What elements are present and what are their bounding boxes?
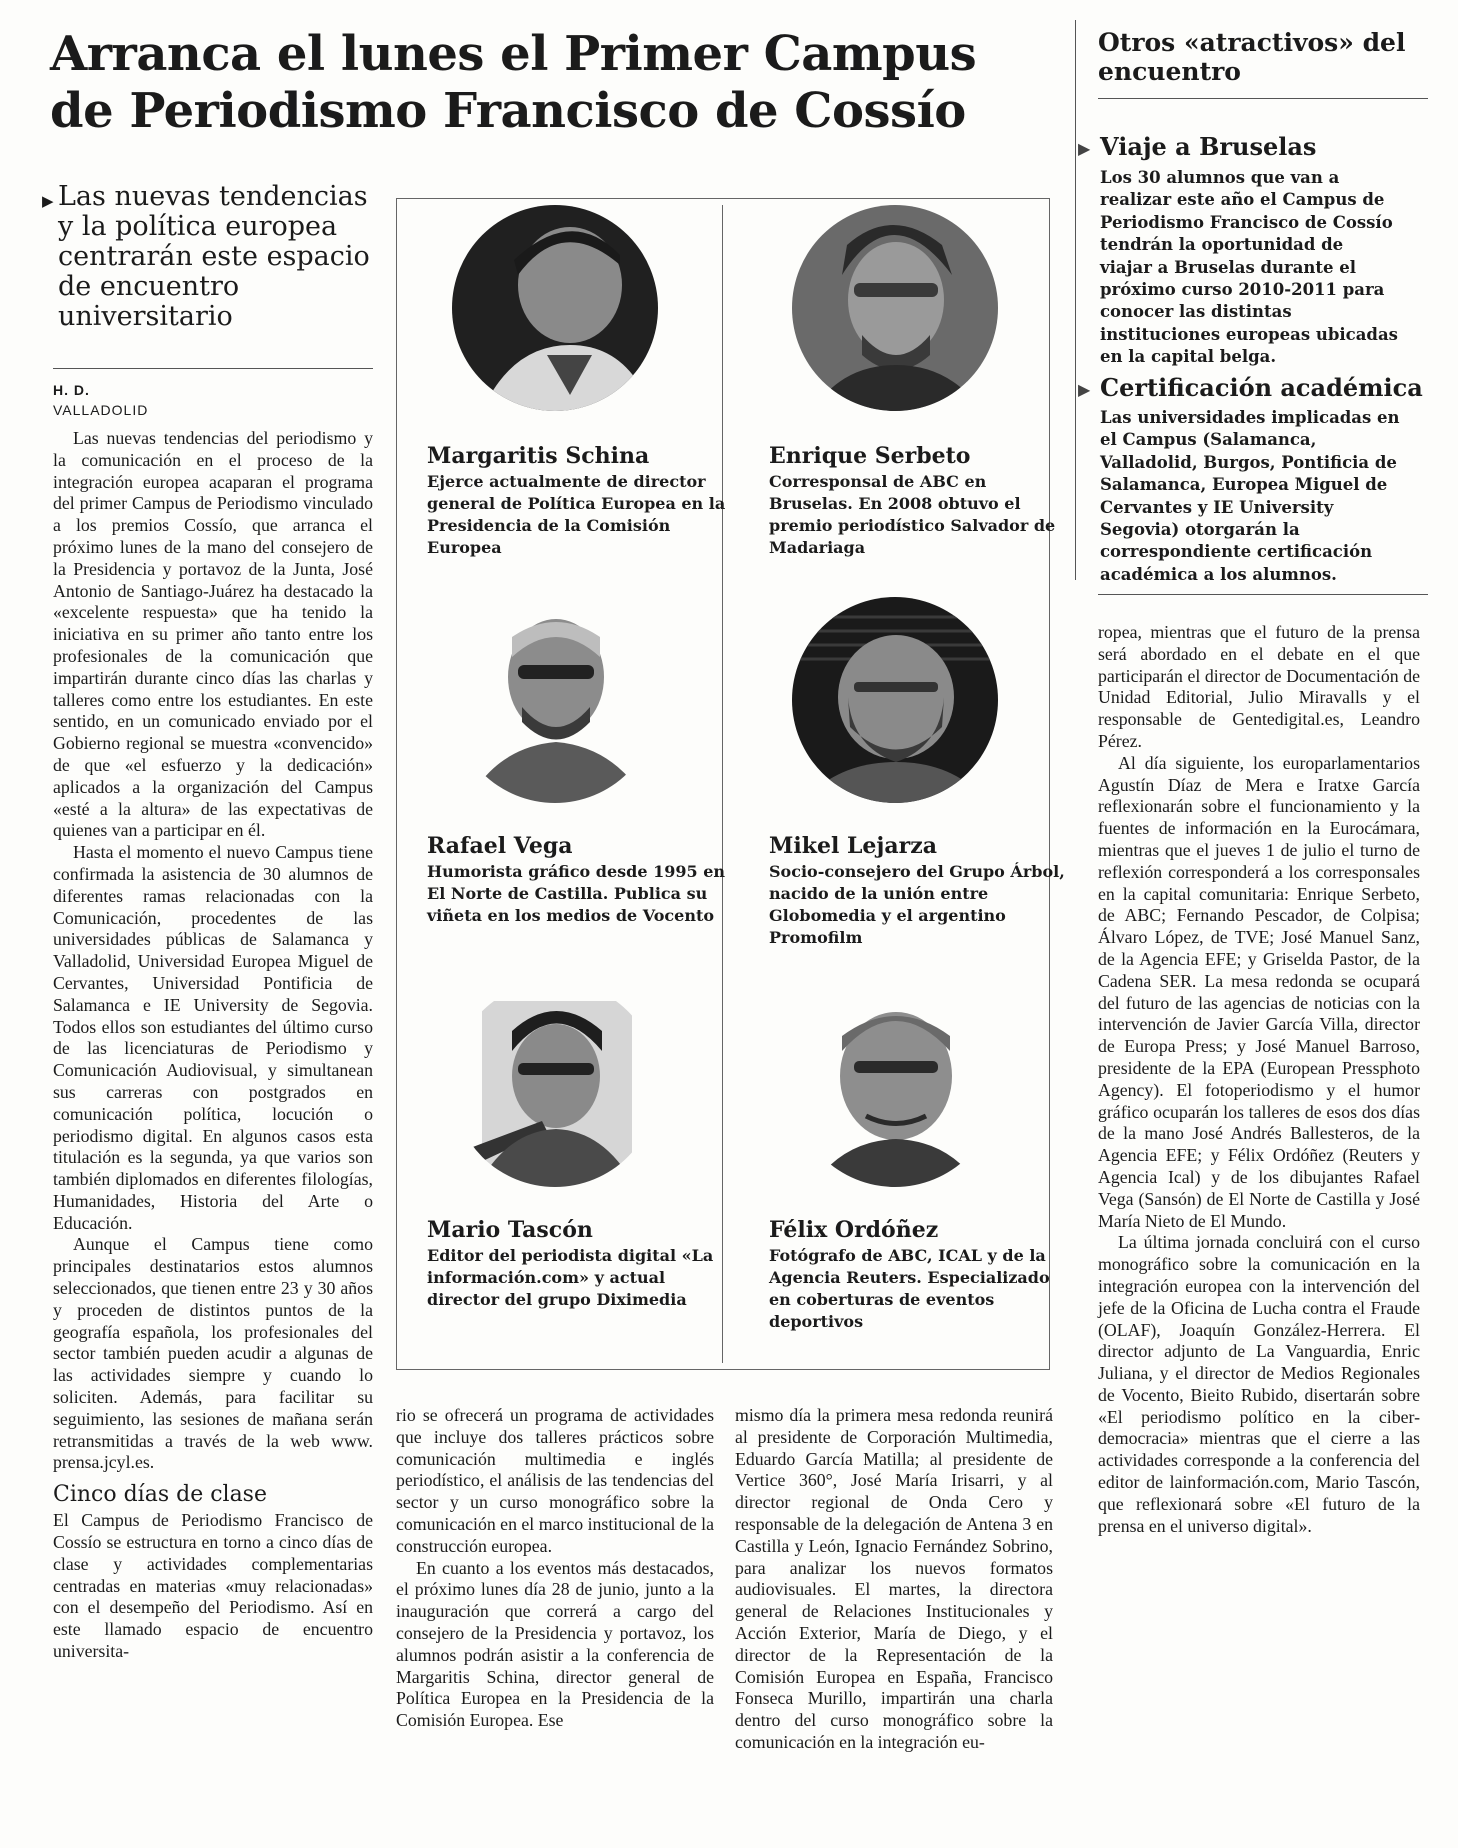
article-paragraph: Aunque el Campus tiene como principales destinatarios estos alumnos seleccionados, que tienen entre 23 y 30 años y proceden de distintos puntos de la geografía española, los profesionales del sector también pueden acudir a algunas de las actividades siempre y cuando lo soliciten. Además, para facilitar su seguimiento, las sesiones de mañana serán retransmitidas a través de la web www. prensa.jcyl.es. — [53, 1234, 373, 1473]
article-column-3 — [735, 1405, 1053, 1754]
article-paragraph: mismo día la primera mesa redonda reunirá al presidente de Corporación Multimedia, Eduardo García Matilla; al presidente de Vertice 360°, José María Irisarri, y al director regional de Onda Cero y responsable de la delegación de Antena 3 en Castilla y León, Ignacio Fernández Sobrino, para analizar los nuevos formatos audiovisuales. El martes, la directora general de Relaciones Institucionales y Acción Exterior, María de Diego, y el director de la Representación de la Comisión Europea en España, Francisco Fonseca Murillo, impartirán una charla dentro del curso monográfico sobre la comunicación en la integración eu- — [735, 1405, 1053, 1752]
sidebar-heading-text: Viaje a Bruselas — [1100, 132, 1317, 161]
sidebar-bottom-rule — [1098, 594, 1428, 595]
sidebar-title: Otros «atractivos» del encuentro — [1098, 28, 1406, 86]
article-paragraph: En cuanto a los eventos más destacados, el próximo lunes día 28 de junio, junto a la inauguración que correrá a cargo del consejero de la Presidencia y portavoz, los alumnos podrán asistir a la conferencia de Margaritis Schina, director general de Política Europea en la Presidencia de la Comisión Europea. Ese — [396, 1557, 714, 1731]
portrait-rafael-vega — [452, 597, 658, 803]
portrait-felix-ordonez — [792, 981, 998, 1187]
byline-divider — [53, 368, 373, 369]
portrait-photo — [452, 981, 658, 1187]
profile-name: Mikel Lejarza — [769, 833, 937, 859]
sidebar-divider — [1075, 20, 1076, 580]
profile-name: Rafael Vega — [427, 833, 573, 859]
section-subhead: Cinco días de clase — [53, 1482, 267, 1508]
portrait-photo — [792, 205, 998, 411]
portrait-photo — [792, 981, 998, 1187]
byline-author: H. D. — [53, 382, 90, 398]
headline — [50, 26, 1060, 140]
article-paragraph: Hasta el momento el nuevo Campus tiene confirmada la asistencia de 30 alumnos de diferentes ramas relacionadas con la Comunicación, procedentes de las universidades públicas de Salamanca y Valladolid, Universidad Europea Miguel de Cervantes, Universidad Pontificia de Salamanca e IE University de Segovia. Todos ellos son estudiantes del último curso de las licenciaturas de Periodismo y Comunicación Audiovisual, y simultanean sus carreras con postgrados en comunicación política, locución o periodismo digital. En algunos casos esta titulación es la segunda, ya que varios son también diplomados en diferentes filologías, Humanidades, Historia del Arte o Educación. — [53, 842, 373, 1233]
triangle-bullet-icon: ▶ — [1078, 380, 1091, 399]
portrait-mario-tascon — [452, 981, 658, 1187]
portrait-mikel-lejarza — [792, 597, 998, 803]
profile-description: Fotógrafo de ABC, ICAL y de la Agencia Reuters. Especializado en coberturas de eventos deportivos — [769, 1246, 1050, 1331]
profile-description: Ejerce actualmente de director general de Política Europea en la Presidencia de la Comisión Europea — [427, 472, 726, 557]
byline — [53, 380, 373, 420]
profile-name: Mario Tascón — [427, 1217, 593, 1243]
article-paragraph: La última jornada concluirá con el curso monográfico sobre la comunicación en la integración europea con la intervención del jefe de la Oficina de Lucha contra el Fraude (OLAF), Joaquín González-Herrera. El director adjunto de La Vanguardia, Enric Juliana, y el director de Medios Regionales de Vocento, Bieito Rubido, disertarán sobre «El periodismo político en la ciber-democracia» mientras que el cierre a las actividades corresponde a la conferencia del editor de lainformación.com, Mario Tascón, que reflexionará sobre «El futuro de la prensa en el universo digital». — [1098, 1232, 1420, 1536]
portrait-photo — [792, 597, 998, 803]
portrait-photo — [452, 597, 658, 803]
byline-location: VALLADOLID — [53, 402, 149, 418]
triangle-bullet-icon: ▶ — [1078, 139, 1091, 158]
profile-name: Margaritis Schina — [427, 443, 650, 469]
subhead-text: Las nuevas tendencias y la política europea centrarán este espacio de encuentro universitario — [58, 181, 370, 332]
sidebar-heading — [1078, 373, 1423, 402]
article-column-1 — [53, 428, 373, 1833]
profile-description: Editor del periodista digital «La información.com» y actual director del grupo Diximedia — [427, 1246, 714, 1309]
profile-name: Félix Ordóñez — [769, 1217, 939, 1243]
sidebar-text: Los 30 alumnos que van a realizar este año el Campus de Periodismo Francisco de Cossío tendrán la oportunidad de viajar a Bruselas durante el próximo curso 2010-2011 para conocer las distintas instituciones europeas ubicadas en la capital belga. — [1100, 168, 1398, 367]
triangle-bullet-icon: ▶ — [42, 192, 54, 210]
profiles-divider — [722, 205, 723, 1363]
portrait-enrique-serbeto — [792, 205, 998, 411]
article-paragraph: Al día siguiente, los europarlamentarios Agustín Díaz de Mera e Iratxe García reflexionarán sobre el funcionamiento y la fuentes de información en la Eurocámara, mientras que el jueves 1 de julio el turno de reflexión corresponderá a los corresponsales en la capital comunitaria: Enrique Serbeto, de ABC; Fernando Pescador, de Colpisa; Álvaro López, de TVE; José Manuel Sanz, de la Agencia EFE; y Griselda Pastor, de la Cadena SER. La mesa redonda se ocupará del futuro de las agencias de noticias con la intervención de Javier García Villa, director de Europa Press; y José Manuel Barroso, presidente de la EPA (European Pressphoto Agency). El fotoperiodismo y el humor gráfico ocuparán los talleres de esos dos días de la mano José Andrés Ballesteros, de la Agencia EFE; y Félix Ordóñez (Reuters y Agencia Ical) y de los dibujantes Rafael Vega (Sansón) de El Norte de Castilla y José María Nieto de El Mundo. — [1098, 752, 1420, 1231]
portrait-margaritis-schina — [452, 205, 658, 411]
article-paragraph: Las nuevas tendencias del periodismo y la comunicación en el proceso de la integración europea acaparan el programa del primer Campus de Periodismo vinculado a los premios Cossío, que arranca el próximo lunes de la mano del consejero de la Presidencia y portavoz de la Junta, José Antonio de Santiago-Juárez ha destacado la «excelente respuesta» que ha tenido la iniciativa en su primer año tanto entre los profesionales de la comunicación que impartirán durante cinco días las charlas y talleres como entre los estudiantes. En este sentido, en un comunicado enviado por el Gobierno regional se muestra «convencido» de que «el esfuerzo y la dedicación» aplicados a la organización del Campus «esté a la altura» de las expectativas de quienes van a participar en él. — [53, 428, 373, 841]
article-paragraph: El Campus de Periodismo Francisco de Cossío se estructura en torno a cinco días de clase y actividades complementarias centradas en materias «muy relacionadas» con el desempeño del Periodismo. Así en este llamado espacio de encuentro universita- — [53, 1510, 373, 1662]
profile-description: Corresponsal de ABC en Bruselas. En 2008 obtuvo el premio periodístico Salvador de Madariaga — [769, 472, 1056, 557]
profile-description: Humorista gráfico desde 1995 en El Norte de Castilla. Publica su viñeta en los medios de Vocento — [427, 862, 726, 925]
portrait-photo — [452, 205, 658, 411]
sidebar-heading-text: Certificación académica — [1100, 373, 1423, 402]
headline-line-1: Arranca el lunes el Primer Campus — [50, 26, 977, 82]
article-column-4 — [1098, 622, 1420, 1537]
sidebar-heading — [1078, 132, 1317, 161]
article-paragraph: rio se ofrecerá un programa de actividades que incluye dos talleres prácticos sobre comunicación multimedia e inglés periodístico, el análisis de las tendencias del sector y un curso monográfico sobre la comunicación en el marco institucional de la construcción europea. — [396, 1405, 714, 1556]
profile-description: Socio-consejero del Grupo Árbol, nacido de la unión entre Globomedia y el argentino Promofilm — [769, 862, 1065, 947]
article-column-2 — [396, 1405, 714, 1732]
subhead — [42, 181, 376, 332]
profiles-box — [396, 198, 1065, 1370]
sidebar-title-rule — [1098, 98, 1428, 99]
sidebar-text: Las universidades implicadas en el Campus (Salamanca, Valladolid, Burgos, Pontificia de Salamanca, Europea Miguel de Cervantes y IE University Segovia) otorgarán la correspondiente certificación académica a los alumnos. — [1100, 408, 1400, 584]
profile-name: Enrique Serbeto — [769, 443, 971, 469]
headline-line-2: de Periodismo Francisco de Cossío — [50, 83, 966, 139]
article-paragraph: ropea, mientras que el futuro de la prensa será abordado en el debate en el que participarán el director de Documentación de Unidad Editorial, Julio Miravalls y el responsable de Gentedigital.es, Leandro Pérez. — [1098, 622, 1420, 751]
